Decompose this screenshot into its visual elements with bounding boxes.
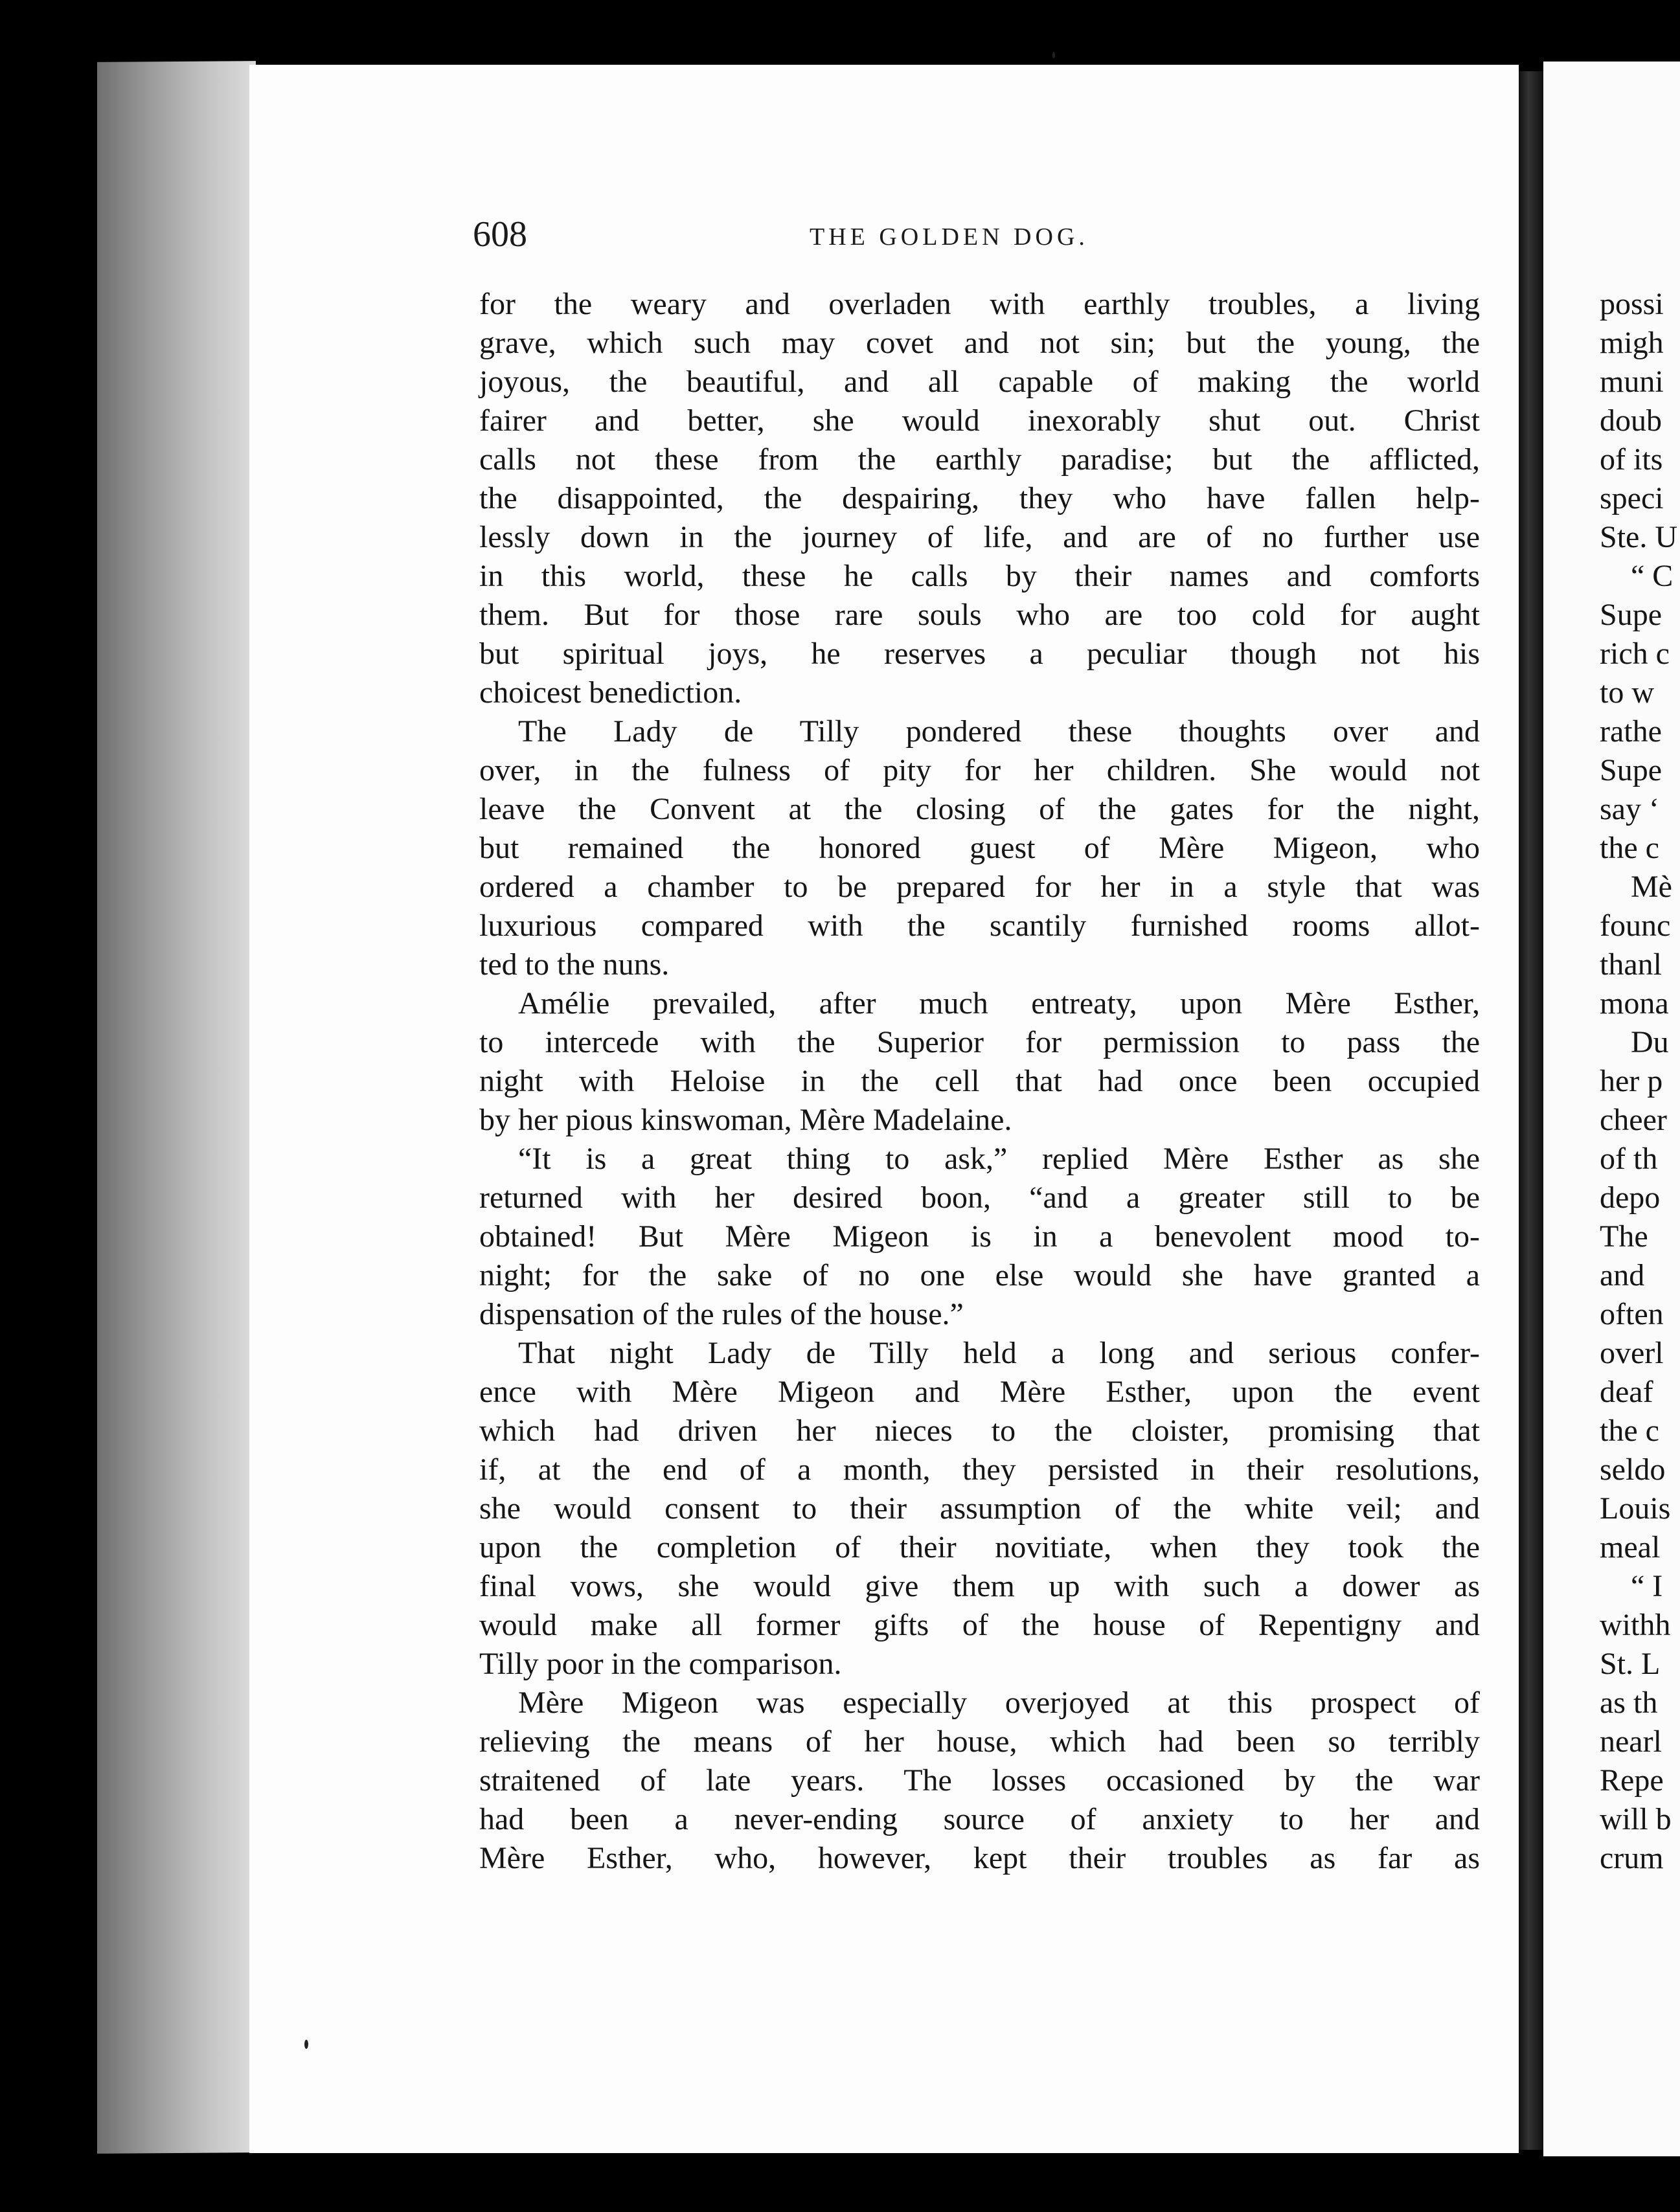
right-page-line: as th xyxy=(1600,1686,1658,1720)
text-line: them. But for those rare souls who are too cold for aught xyxy=(479,598,1480,632)
text-line: in this world, these he calls by their names and comforts xyxy=(479,559,1480,593)
right-page-line: her p xyxy=(1600,1064,1663,1098)
text-line: would make all former gifts of the house of Repentigny and xyxy=(479,1608,1480,1642)
right-page-line: nearl xyxy=(1600,1724,1662,1759)
right-page-line: say ‘ xyxy=(1600,792,1659,826)
right-page-line: thanl xyxy=(1600,947,1662,982)
right-page-line: doub xyxy=(1600,403,1662,438)
right-page-line: “ I xyxy=(1631,1569,1663,1603)
right-page-line: migh xyxy=(1600,326,1664,360)
ink-speck xyxy=(304,2040,308,2049)
right-page-line: “ C xyxy=(1631,559,1674,593)
text-line: the disappointed, the despairing, they who have fallen help- xyxy=(479,481,1480,515)
right-page-line: the c xyxy=(1600,1414,1659,1448)
right-page-line: will b xyxy=(1600,1802,1672,1836)
book-page-edges xyxy=(97,61,256,2154)
right-page-line: the c xyxy=(1600,831,1659,865)
right-page-line: Repe xyxy=(1600,1763,1664,1798)
right-page-line: cheer xyxy=(1600,1103,1667,1137)
text-line: upon the completion of their novitiate, when they took the xyxy=(479,1530,1480,1564)
right-page-line: Louis xyxy=(1600,1491,1671,1526)
right-page-text xyxy=(1600,285,1680,1878)
right-page-line: rich c xyxy=(1600,637,1670,671)
text-line: joyous, the beautiful, and all capable of making the world xyxy=(479,365,1480,399)
text-line: leave the Convent at the closing of the gates for the night, xyxy=(479,792,1480,826)
text-line: ence with Mère Migeon and Mère Esther, upon the event xyxy=(479,1375,1480,1409)
text-line: for the weary and overladen with earthly troubles, a living xyxy=(479,287,1480,321)
right-page-line: Ste. U xyxy=(1600,520,1677,554)
text-line: night with Heloise in the cell that had once been occupied xyxy=(479,1064,1480,1098)
right-page-line: withh xyxy=(1600,1608,1671,1642)
page-header xyxy=(473,214,1457,259)
right-page-line: founc xyxy=(1600,909,1671,943)
right-page-line: muni xyxy=(1600,365,1664,399)
text-line: final vows, she would give them up with such a dower as xyxy=(479,1569,1480,1603)
text-line: That night Lady de Tilly held a long and serious confer- xyxy=(518,1336,1480,1370)
text-line: Mère Migeon was especially overjoyed at this prospect of xyxy=(518,1686,1480,1720)
right-page-line: crum xyxy=(1600,1841,1664,1875)
right-page-line: deaf xyxy=(1600,1375,1653,1409)
right-page-line: depo xyxy=(1600,1180,1661,1215)
right-page-line: speci xyxy=(1600,481,1664,515)
right-page-line: of th xyxy=(1600,1142,1658,1176)
text-line: to intercede with the Superior for permission to pass the xyxy=(479,1025,1480,1059)
text-line: The Lady de Tilly pondered these thoughts over and xyxy=(518,714,1480,749)
text-line: fairer and better, she would inexorably shut out. Christ xyxy=(479,403,1480,438)
right-page-line: The xyxy=(1600,1219,1648,1254)
right-page-line: seldo xyxy=(1600,1452,1666,1487)
right-page-line: St. L xyxy=(1600,1647,1661,1681)
text-line: choicest benediction. xyxy=(479,675,742,710)
text-line: straitened of late years. The losses occasioned by the war xyxy=(479,1763,1480,1798)
text-line: over, in the fulness of pity for her children. She would not xyxy=(479,753,1480,787)
text-line: luxurious compared with the scantily furnished rooms allot- xyxy=(479,909,1480,943)
text-line: Tilly poor in the comparison. xyxy=(479,1647,842,1681)
right-page-line: Supe xyxy=(1600,753,1662,787)
text-line: ted to the nuns. xyxy=(479,947,670,982)
page-number: 608 xyxy=(473,214,527,254)
right-page-line: and xyxy=(1600,1258,1645,1292)
text-line: which had driven her nieces to the cloister, promising that xyxy=(479,1414,1480,1448)
right-page-line: often xyxy=(1600,1297,1664,1331)
text-line: had been a never-ending source of anxiety to her and xyxy=(479,1802,1480,1836)
right-page-line: mona xyxy=(1600,986,1669,1021)
text-line: if, at the end of a month, they persisted in their resolutions, xyxy=(479,1452,1480,1487)
text-line: but remained the honored guest of Mère Migeon, who xyxy=(479,831,1480,865)
right-page-line: of its xyxy=(1600,442,1663,477)
text-line: “It is a great thing to ask,” replied Mère Esther as she xyxy=(518,1142,1480,1176)
text-line: obtained! But Mère Migeon is in a benevolent mood to- xyxy=(479,1219,1480,1254)
text-line: lessly down in the journey of life, and are of no further use xyxy=(479,520,1480,554)
ink-speck xyxy=(1052,52,1055,58)
text-line: Mère Esther, who, however, kept their troubles as far as xyxy=(479,1841,1480,1875)
text-line: but spiritual joys, he reserves a peculiar though not his xyxy=(479,637,1480,671)
text-line: she would consent to their assumption of the white veil; and xyxy=(479,1491,1480,1526)
running-title: THE GOLDEN DOG. xyxy=(810,223,1089,251)
right-page-line: meal xyxy=(1600,1530,1661,1564)
right-page-line: to w xyxy=(1600,675,1654,710)
text-line: Amélie prevailed, after much entreaty, upon Mère Esther, xyxy=(518,986,1480,1021)
text-line: calls not these from the earthly paradise; but the afflicted, xyxy=(479,442,1480,477)
text-line: returned with her desired boon, “and a greater still to be xyxy=(479,1180,1480,1215)
right-page-line: overl xyxy=(1600,1336,1664,1370)
text-line: ordered a chamber to be prepared for her in a style that was xyxy=(479,870,1480,904)
left-page-text xyxy=(479,285,1480,1878)
text-line: by her pious kinswoman, Mère Madelaine. xyxy=(479,1103,1012,1137)
right-page-line: rathe xyxy=(1600,714,1662,749)
right-page-line: Du xyxy=(1631,1025,1669,1059)
right-page-line: Supe xyxy=(1600,598,1662,632)
book-gutter xyxy=(1519,71,1543,2150)
right-page-line: Mè xyxy=(1631,870,1672,904)
text-line: night; for the sake of no one else would she have granted a xyxy=(479,1258,1480,1292)
text-line: grave, which such may covet and not sin; but the young, the xyxy=(479,326,1480,360)
text-line: dispensation of the rules of the house.” xyxy=(479,1297,964,1331)
right-page-line: possi xyxy=(1600,287,1664,321)
text-line: relieving the means of her house, which had been so terribly xyxy=(479,1724,1480,1759)
